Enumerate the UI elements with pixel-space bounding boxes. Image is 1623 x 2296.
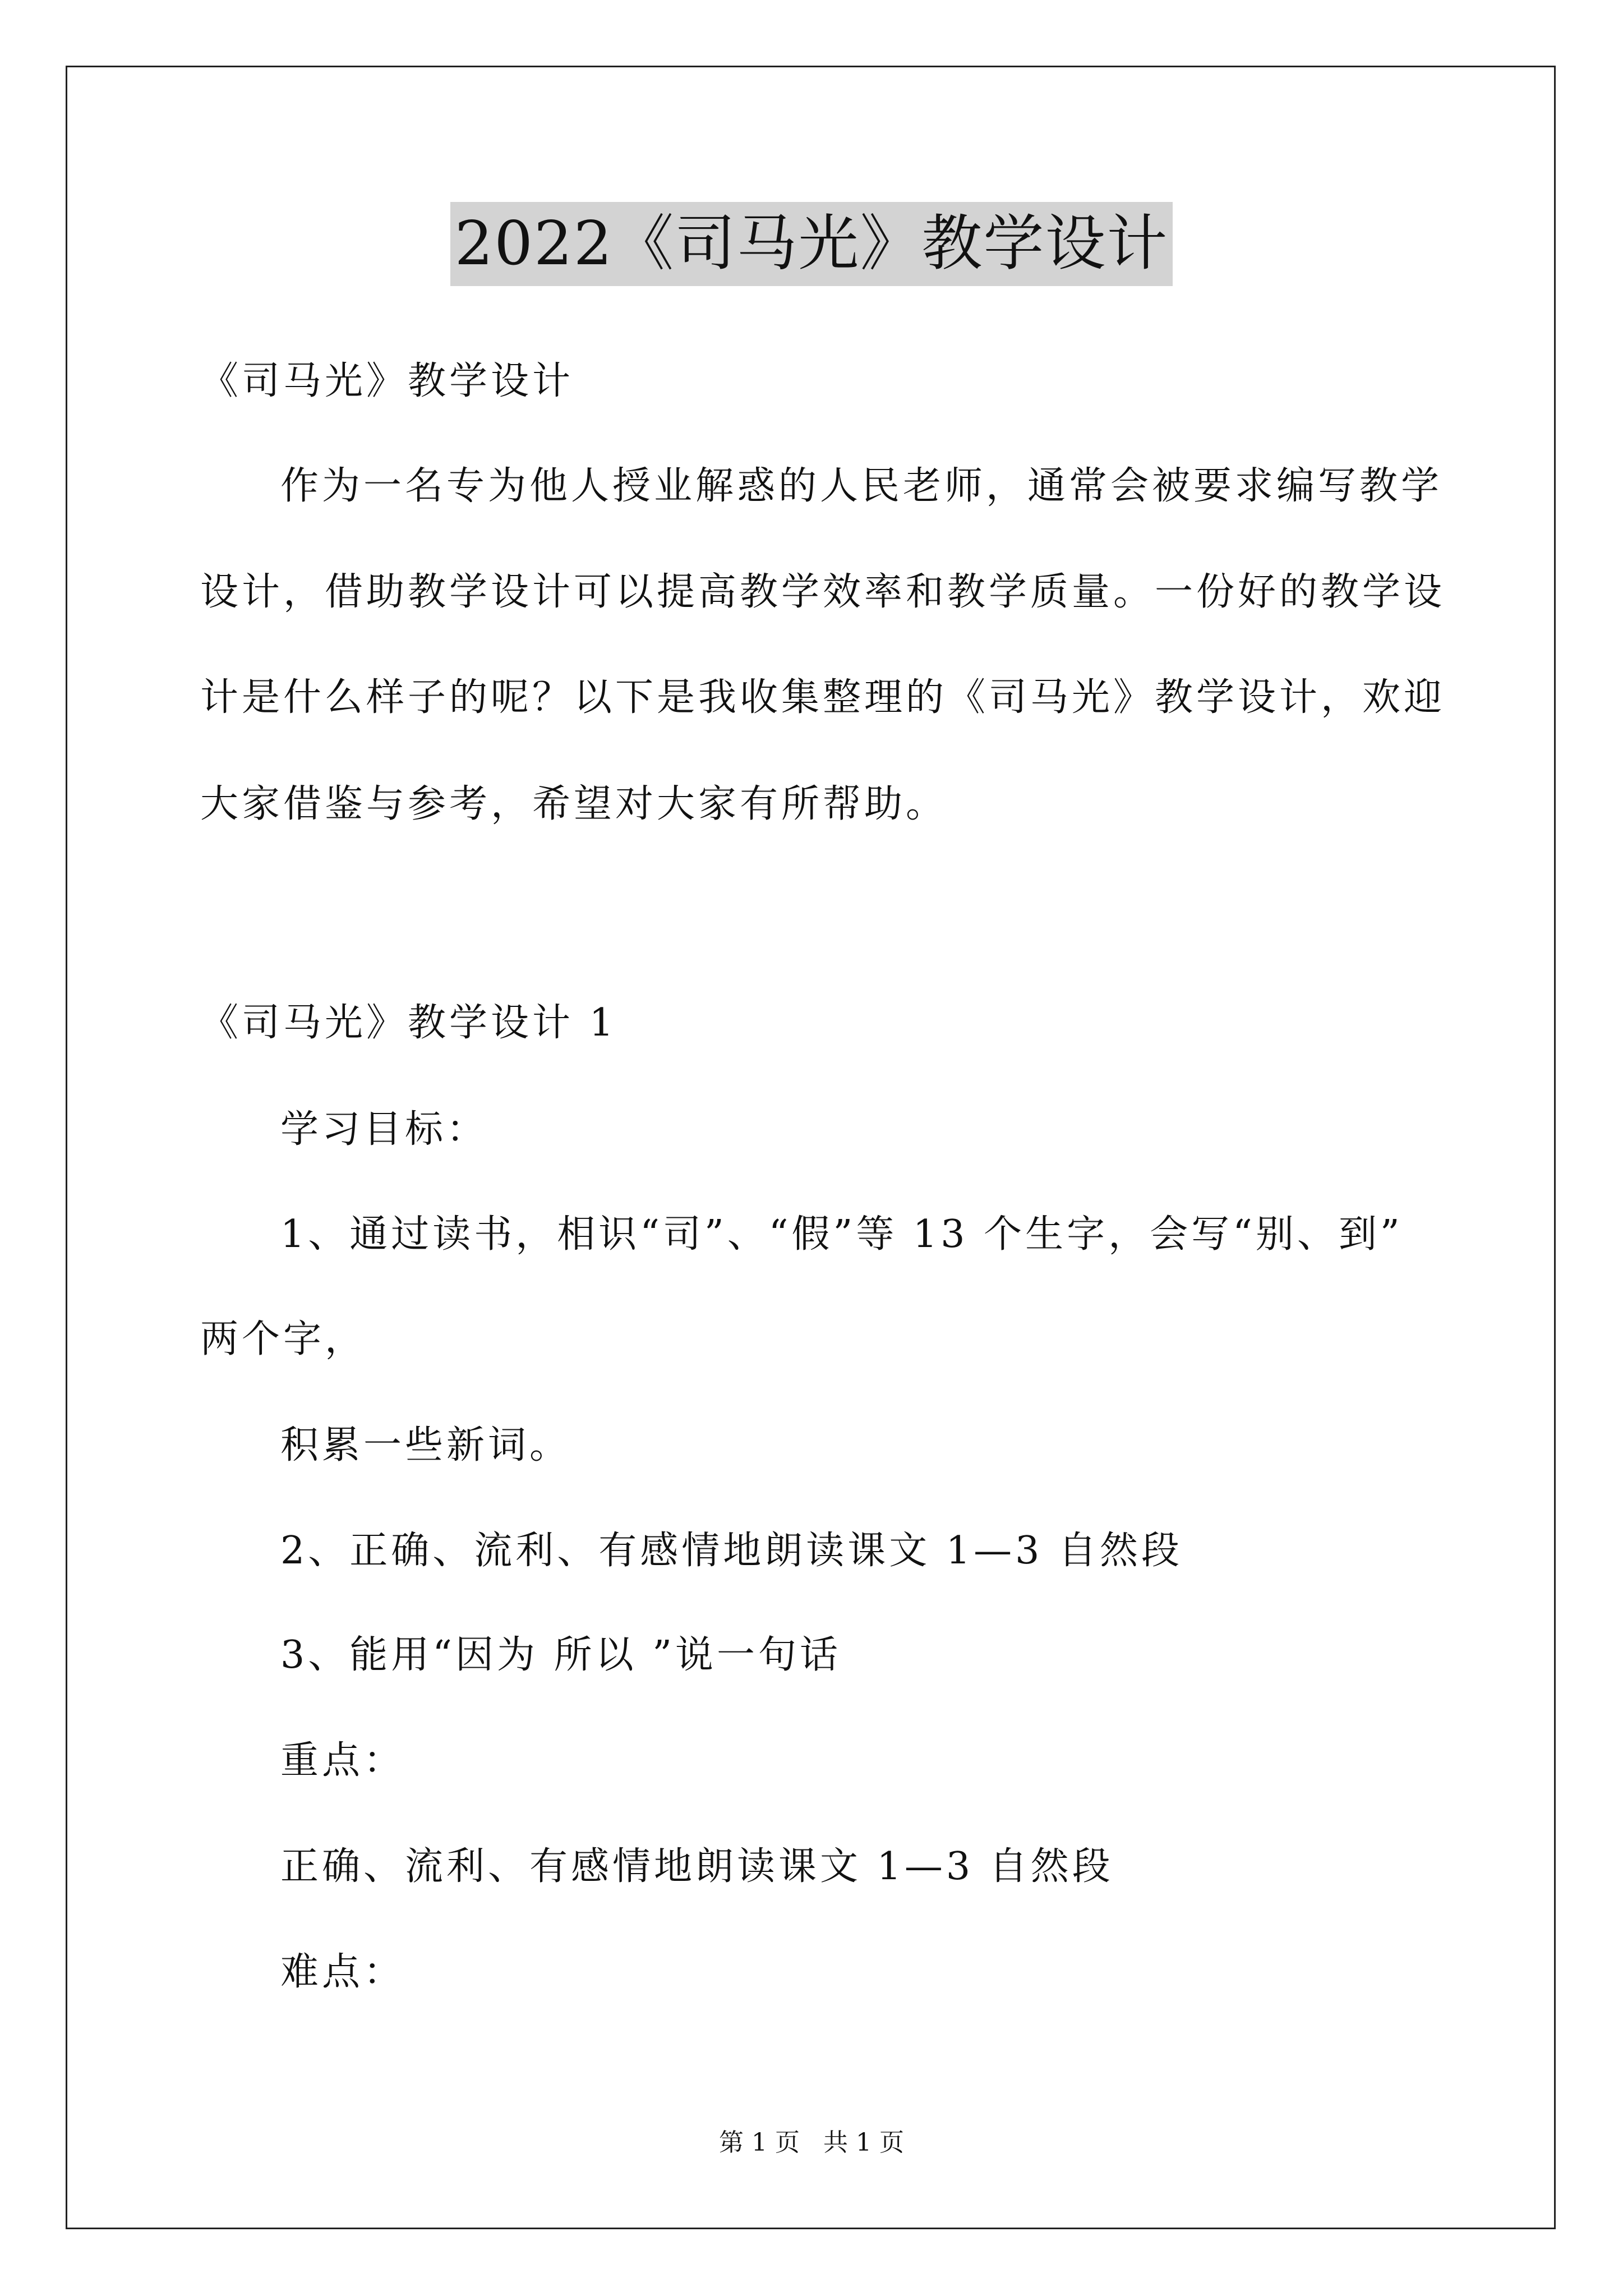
title-container bbox=[0, 202, 1623, 286]
objective-2: 2、正确、流利、有感情地朗读课文 1—3 自然段 bbox=[280, 1529, 1183, 1573]
objective-1-continued: 两个字， bbox=[200, 1317, 367, 1361]
document-title: 2022《司马光》教学设计 bbox=[450, 202, 1173, 286]
key-point-label: 重点： bbox=[280, 1738, 405, 1783]
objective-3: 3、能用“因为 所以 ”说一句话 bbox=[280, 1633, 842, 1677]
objective-1: 1、通过读书，相识“司”、“假”等 13 个生字，会写“别、到” bbox=[280, 1212, 1403, 1257]
intro-line-2: 设计，借助教学设计可以提高教学效率和教学质量。一份好的教学设 bbox=[200, 570, 1446, 614]
key-point-text: 正确、流利、有感情地朗读课文 1—3 自然段 bbox=[280, 1844, 1114, 1889]
objectives-label: 学习目标： bbox=[280, 1107, 488, 1152]
objective-1-words: 积累一些新词。 bbox=[280, 1423, 571, 1467]
section-heading: 《司马光》教学设计 1 bbox=[200, 1001, 617, 1045]
difficulty-label: 难点： bbox=[280, 1950, 405, 1994]
page-footer: 第 1 页 共 1 页 bbox=[719, 2128, 904, 2157]
intro-line-1: 作为一名专为他人授业解惑的人民老师，通常会被要求编写教学 bbox=[280, 464, 1443, 508]
document-subtitle: 《司马光》教学设计 bbox=[200, 359, 574, 403]
intro-line-4: 大家借鉴与参考，希望对大家有所帮助。 bbox=[200, 782, 948, 826]
intro-line-3: 计是什么样子的呢？以下是我收集整理的《司马光》教学设计，欢迎 bbox=[200, 675, 1446, 720]
